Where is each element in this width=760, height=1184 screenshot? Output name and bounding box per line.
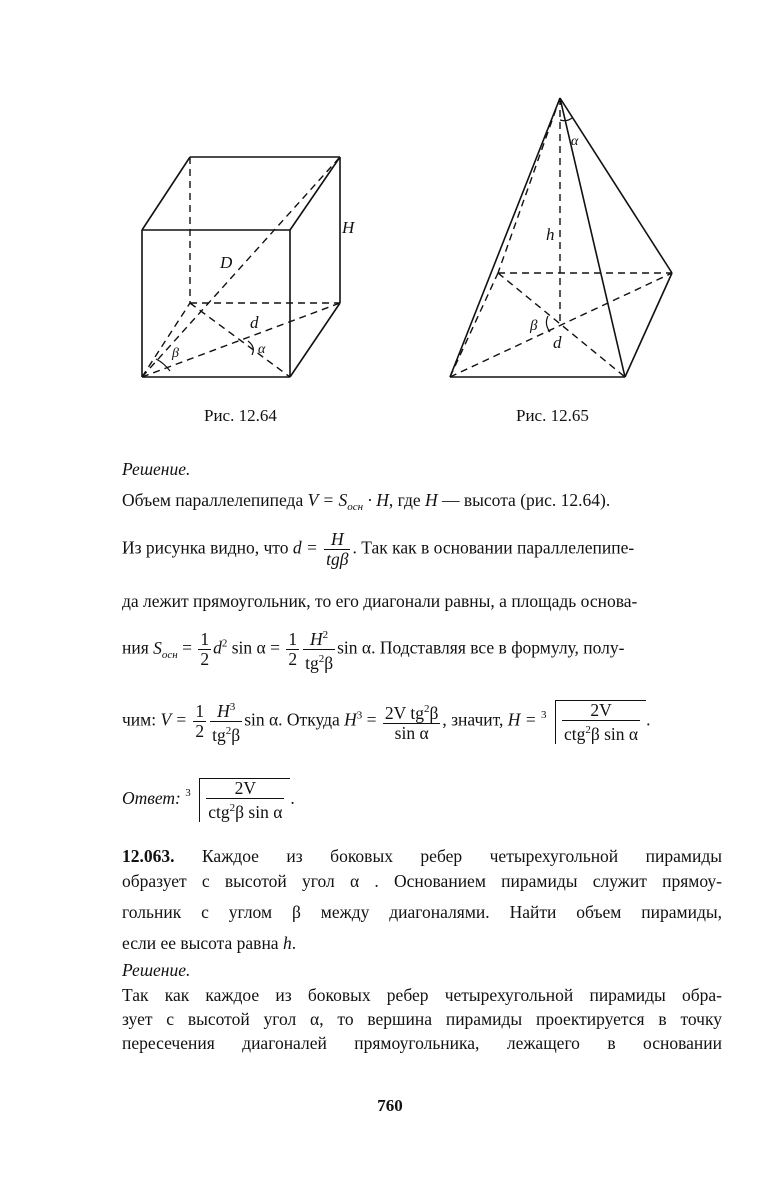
final-line-2: зует с высотой угол α, то вершина пирамиды проектируется в точку	[122, 1009, 722, 1029]
figure-caption-12-64: Рис. 12.64	[204, 406, 277, 425]
label-H: H	[342, 218, 355, 237]
solution-heading: Решение.	[122, 459, 191, 479]
problem-line-2: образует с высотой угол α . Основанием пирамиды служит прямоу-	[122, 871, 722, 891]
final-line-3: пересечения диагоналей прямоугольника, лежащего в основании	[122, 1033, 722, 1053]
label-h: h	[546, 225, 555, 244]
volume-line: Объем параллелепипеда $V = S_{осн} \cdot H$, где H — высота (рис. 12.64).	[122, 490, 611, 513]
label-beta: β	[530, 318, 538, 334]
problem-line-1: 12.063. Каждое из боковых ребер четырехугольной пирамиды	[122, 846, 723, 866]
d-formula-line: Из рисунка видно, что d = $\frac{H}{\text{tgβ}}$ . Так как в основании параллелепипе-	[122, 529, 635, 569]
label-d: d	[553, 333, 562, 352]
label-beta: β	[172, 346, 179, 361]
label-alpha: α	[571, 134, 579, 149]
final-line-1: Так как каждое из боковых ребер четырехугольной пирамиды обра-	[122, 985, 722, 1005]
page-number: 760	[377, 1096, 403, 1115]
volume-result-line: чим: V = $\frac{1}{2}$ $\frac{H^3}{tg^2\beta}$ sin α. Откуда $H^3$ = $\frac{2V tg^2\beta}{\text{sin α}}$ , значит, H = 3 $\frac{2V}{ctg^2\beta \sin \alpha}$ .	[122, 699, 651, 745]
figure-caption-12-65: Рис. 12.65	[516, 406, 589, 425]
solution-heading-2: Решение.	[122, 960, 191, 980]
problem-line-3: гольник с углом β между диагоналями. Найти объем пирамиды,	[122, 902, 722, 922]
figure-pyramid	[440, 90, 690, 390]
label-alpha: α	[258, 342, 266, 357]
area-formula-line: ния $S_{осн}$ = $\frac{1}{2}$ $d^2$ sin α = $\frac{1}{2}$ $\frac{H^2}{tg^2\beta}$ sin α. Подставляя все в формулу, полу-	[122, 626, 722, 673]
problem-line-4: если ее высота равна h.	[122, 933, 297, 953]
figure-parallelepiped	[130, 145, 360, 390]
label-D: D	[220, 253, 233, 272]
answer-line: Ответ: 3 $\frac{2V}{ctg^2\beta \sin \alpha}$ .	[122, 778, 295, 822]
rect-line: да лежит прямоугольник, то его диагонали равны, а площадь основа-	[122, 591, 638, 611]
label-d: d	[250, 313, 259, 332]
